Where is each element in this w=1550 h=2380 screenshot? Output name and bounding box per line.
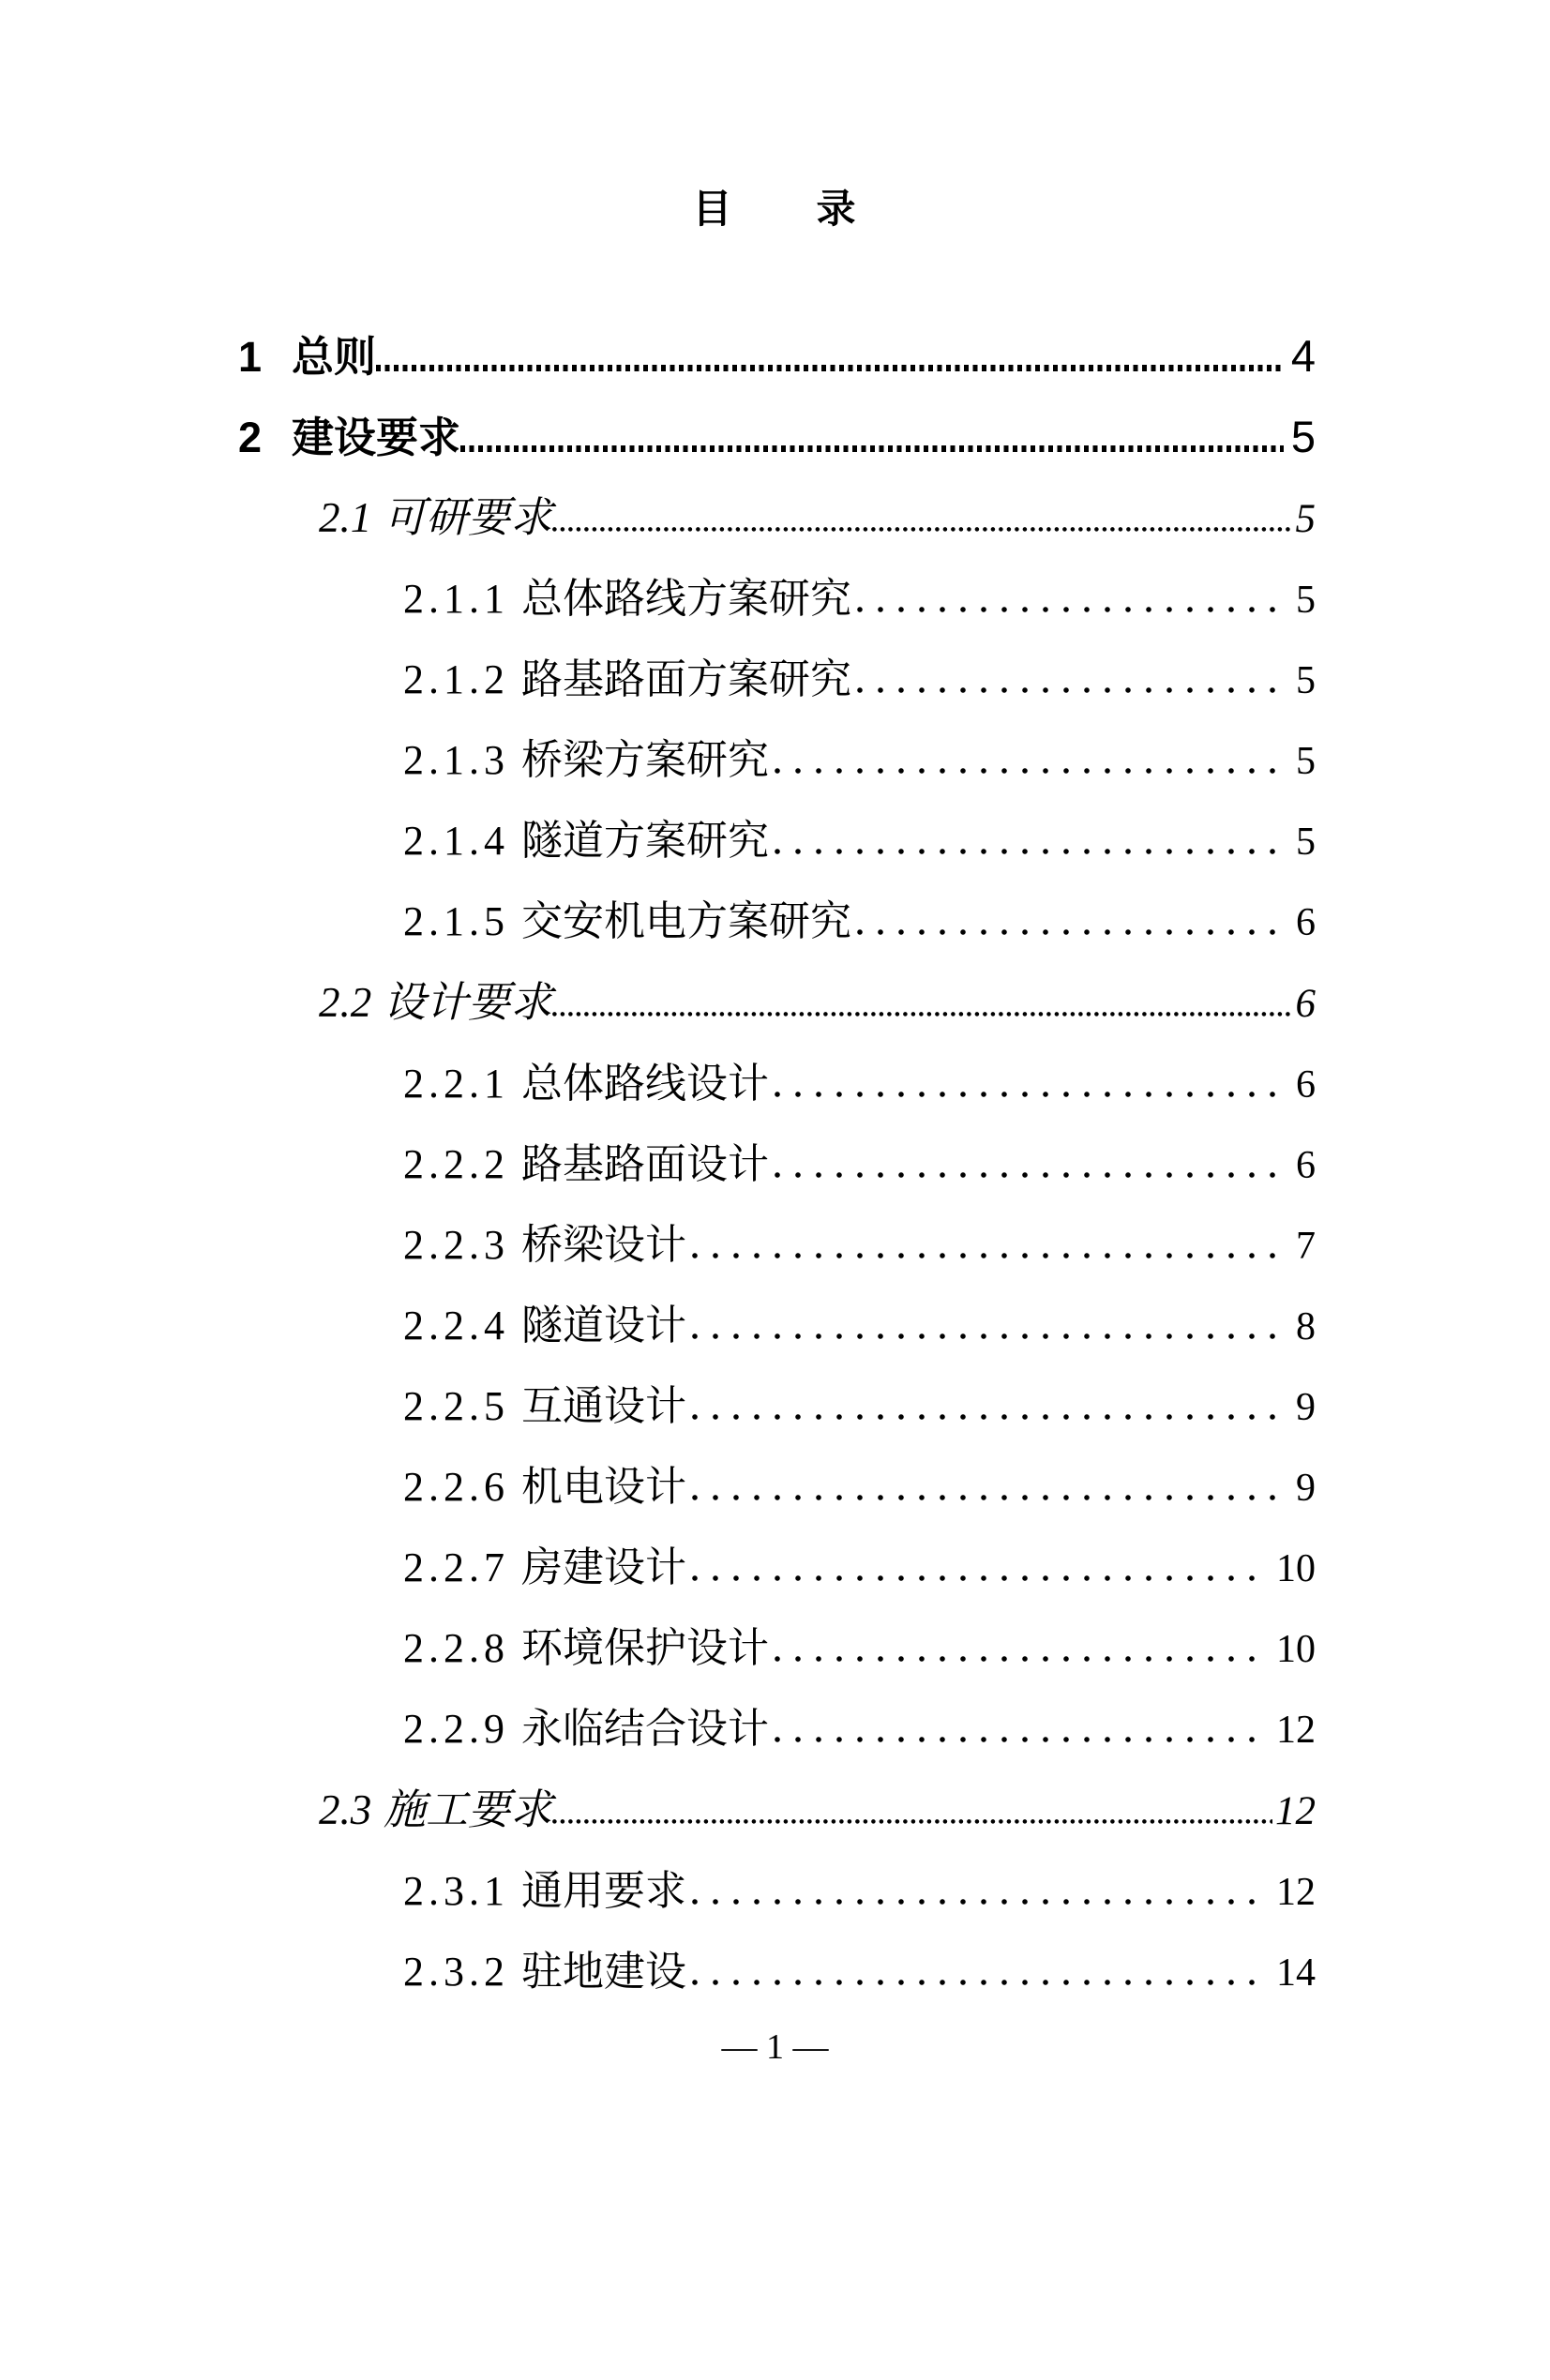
dot-leader	[775, 1737, 1261, 1742]
toc-entry	[0, 570, 1316, 629]
toc-entry	[0, 489, 1316, 549]
toc-entry-number: 2.1.5	[403, 898, 509, 944]
toc-entry-page: 14	[1276, 1951, 1316, 1995]
toc-entry-page: 4	[1290, 331, 1316, 381]
toc-entry	[0, 1458, 1316, 1517]
toc-entry	[0, 1943, 1316, 2002]
toc-entry-label: 桥梁方案研究	[521, 737, 769, 783]
toc-entry	[0, 408, 1316, 467]
toc-entry	[0, 1619, 1316, 1679]
toc-entry-label: 建设要求	[292, 414, 461, 461]
toc-entry-label: 总体路线方案研究	[521, 576, 851, 622]
toc-entry-page: 6	[1296, 1144, 1316, 1187]
toc-entry-label: 总则	[292, 333, 377, 381]
toc-entry-number: 2.2.5	[403, 1383, 509, 1429]
toc-entry-label: 设计要求	[384, 979, 553, 1026]
dot-leader	[857, 607, 1281, 612]
toc-entry-label: 交安机电方案研究	[521, 898, 851, 944]
toc-entry-page: 5	[1296, 659, 1316, 702]
toc-entry-label: 机电设计	[521, 1464, 686, 1510]
toc-entry	[0, 1378, 1316, 1437]
dot-leader	[857, 929, 1281, 935]
toc-entry-number: 2.2.1	[403, 1061, 509, 1107]
toc-entry-number: 2.3.1	[403, 1868, 509, 1914]
toc-entry-label: 隧道设计	[521, 1303, 686, 1348]
toc-entry	[0, 1136, 1316, 1195]
dot-leader	[775, 849, 1281, 854]
document-page	[0, 188, 1550, 2380]
toc-entry-page: 5	[1290, 412, 1316, 461]
page-footer: — 1 —	[721, 2027, 829, 2067]
toc-entry-page: 10	[1276, 1547, 1316, 1590]
toc-entry	[0, 1055, 1316, 1114]
dot-leader	[692, 1333, 1281, 1339]
toc-entry-number: 2.2.3	[403, 1222, 509, 1268]
dot-leader	[692, 1899, 1261, 1905]
toc-entry	[0, 1862, 1316, 1921]
toc-list	[0, 327, 1550, 2002]
toc-entry	[0, 1539, 1316, 1598]
toc-entry-page: 5	[1295, 497, 1316, 541]
toc-entry	[0, 651, 1316, 710]
toc-entry-number: 2.2.6	[403, 1464, 509, 1510]
toc-entry-page: 6	[1296, 1063, 1316, 1107]
dot-leader	[692, 1575, 1261, 1581]
toc-entry-number: 2.2	[319, 979, 372, 1026]
toc-entry	[0, 893, 1316, 952]
toc-entry-number: 1	[238, 333, 263, 381]
toc-entry	[0, 973, 1316, 1033]
dot-leader	[692, 1980, 1261, 1985]
toc-entry-page: 5	[1296, 740, 1316, 783]
dot-leader	[692, 1414, 1281, 1420]
dot-leader	[552, 1012, 1292, 1017]
toc-entry	[0, 327, 1316, 386]
dot-leader	[460, 445, 1284, 452]
toc-entry	[0, 1216, 1316, 1275]
toc-entry-number: 2.2.4	[403, 1303, 509, 1348]
toc-entry-label: 可研要求	[384, 494, 553, 541]
dot-leader	[775, 768, 1281, 774]
toc-entry-number: 2.2.2	[403, 1141, 509, 1187]
toc-entry-label: 互通设计	[521, 1383, 686, 1429]
dot-leader	[857, 687, 1281, 693]
toc-entry-number: 2	[238, 414, 263, 461]
toc-entry-number: 2.1.4	[403, 818, 509, 864]
toc-entry	[0, 1297, 1316, 1356]
toc-entry-label: 房建设计	[521, 1544, 686, 1590]
toc-entry-label: 永临结合设计	[521, 1706, 769, 1752]
dot-leader	[692, 1495, 1281, 1500]
dot-leader	[552, 1819, 1272, 1824]
toc-entry	[0, 1700, 1316, 1759]
toc-entry-page: 6	[1295, 982, 1316, 1026]
toc-entry-label: 总体路线设计	[521, 1061, 769, 1107]
dot-leader	[775, 1172, 1281, 1178]
toc-entry-label: 环境保护设计	[521, 1625, 769, 1671]
toc-entry-page: 10	[1276, 1628, 1316, 1671]
toc-entry-label: 通用要求	[521, 1868, 686, 1914]
toc-entry-page: 6	[1296, 901, 1316, 944]
dot-leader	[552, 527, 1292, 532]
dot-leader	[775, 1092, 1281, 1097]
toc-entry-page: 12	[1276, 1871, 1316, 1914]
toc-entry-label: 隧道方案研究	[521, 818, 769, 864]
toc-entry-number: 2.2.9	[403, 1706, 509, 1752]
dot-leader	[376, 365, 1284, 371]
page-title: 目 录	[692, 188, 858, 232]
dot-leader	[775, 1656, 1261, 1662]
toc-entry-number: 2.2.8	[403, 1625, 509, 1671]
toc-entry-label: 施工要求	[384, 1786, 553, 1833]
toc-entry-label: 路基路面设计	[521, 1141, 769, 1187]
toc-entry-page: 9	[1296, 1386, 1316, 1429]
toc-entry-number: 2.1.1	[403, 576, 509, 622]
toc-entry-label: 路基路面方案研究	[521, 656, 851, 702]
toc-entry-page: 9	[1296, 1467, 1316, 1510]
dot-leader	[692, 1253, 1281, 1258]
toc-entry-page: 5	[1296, 579, 1316, 622]
toc-entry-label: 驻地建设	[521, 1949, 686, 1995]
toc-entry-page: 8	[1296, 1305, 1316, 1348]
toc-entry	[0, 731, 1316, 791]
toc-entry-number: 2.1.3	[403, 737, 509, 783]
toc-entry-page: 7	[1296, 1225, 1316, 1268]
toc-entry-number: 2.3.2	[403, 1949, 509, 1995]
toc-entry-number: 2.2.7	[403, 1544, 509, 1590]
toc-entry-number: 2.1	[319, 494, 372, 541]
toc-entry-page: 12	[1275, 1789, 1316, 1833]
toc-entry-number: 2.1.2	[403, 656, 509, 702]
toc-entry-page: 5	[1296, 821, 1316, 864]
toc-entry-label: 桥梁设计	[521, 1222, 686, 1268]
toc-entry	[0, 1781, 1316, 1841]
toc-entry-number: 2.3	[319, 1786, 372, 1833]
toc-entry-page: 12	[1276, 1709, 1316, 1752]
toc-entry	[0, 812, 1316, 871]
